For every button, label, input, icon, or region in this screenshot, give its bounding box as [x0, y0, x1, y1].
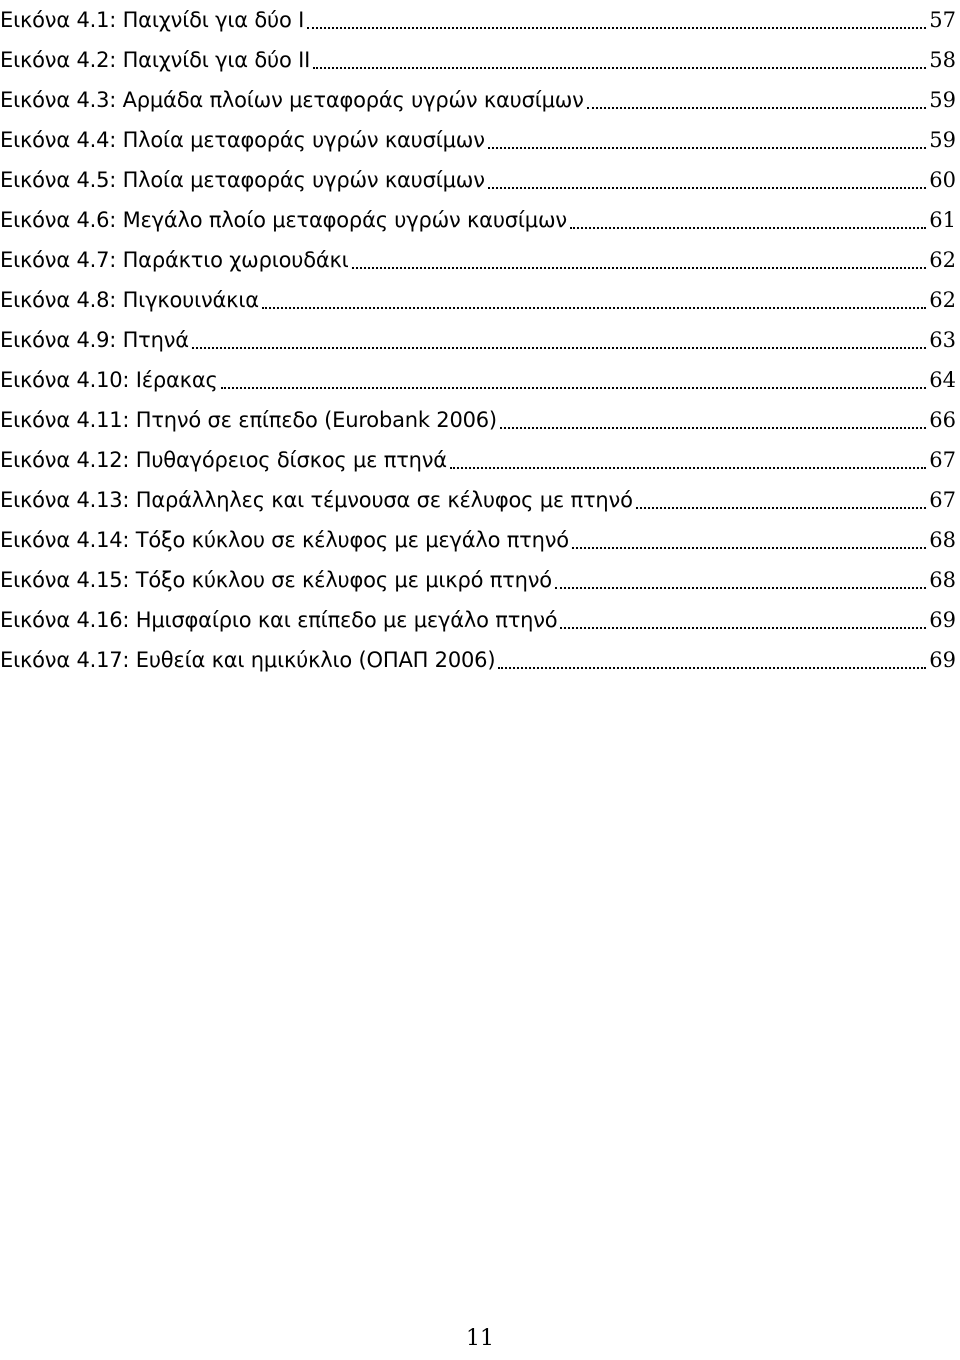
toc-entry [0, 480, 956, 520]
dot-leader [450, 467, 926, 469]
toc-entry [0, 40, 956, 80]
toc-entry [0, 320, 956, 360]
toc-entry-label: Εικόνα 4.14: Τόξο κύκλου σε κέλυφος με μεγάλο πτηνό [0, 528, 569, 552]
toc-entry-label: Εικόνα 4.12: Πυθαγόρειος δίσκος με πτηνά [0, 448, 447, 472]
toc-entry-page: 68 [929, 528, 956, 552]
toc-entry-label: Εικόνα 4.13: Παράλληλες και τέμνουσα σε κέλυφος με πτηνό [0, 488, 633, 512]
toc-entry-page: 66 [929, 408, 956, 432]
dot-leader [636, 507, 927, 509]
dot-leader [570, 227, 926, 229]
dot-leader [488, 147, 927, 149]
toc-entry-label: Εικόνα 4.8: Πιγκουινάκια [0, 288, 259, 312]
dot-leader [192, 347, 926, 349]
dot-leader [560, 627, 926, 629]
toc-entry-page: 59 [929, 88, 956, 112]
page-number: 11 [466, 1326, 494, 1351]
toc-entry-label: Εικόνα 4.16: Ημισφαίριο και επίπεδο με μεγάλο πτηνό [0, 608, 558, 632]
toc-entry [0, 280, 956, 320]
toc-entry [0, 400, 956, 440]
dot-leader [313, 67, 926, 69]
toc-entry [0, 520, 956, 560]
dot-leader [352, 267, 927, 269]
dot-leader [488, 187, 927, 189]
toc-entry-page: 68 [929, 568, 956, 592]
toc-entry [0, 80, 956, 120]
toc-entry [0, 440, 956, 480]
toc-entry [0, 120, 956, 160]
toc-entry-label: Εικόνα 4.9: Πτηνά [0, 328, 189, 352]
toc-entry [0, 560, 956, 600]
toc-entry [0, 0, 956, 40]
toc-entry-page: 61 [929, 208, 956, 232]
toc-entry-label: Εικόνα 4.4: Πλοία μεταφοράς υγρών καυσίμων [0, 128, 485, 152]
toc-entry-page: 69 [929, 608, 956, 632]
toc-entry-page: 64 [929, 368, 956, 392]
toc-entry-label: Εικόνα 4.11: Πτηνό σε επίπεδο (Eurobank 2006) [0, 408, 497, 432]
toc-entry [0, 600, 956, 640]
toc-entry-label: Εικόνα 4.10: Ιέρακας [0, 368, 218, 392]
toc-entry-page: 57 [929, 8, 956, 32]
toc-entry-page: 62 [929, 288, 956, 312]
dot-leader [500, 427, 926, 429]
dot-leader [262, 307, 926, 309]
toc-entry-label: Εικόνα 4.6: Μεγάλο πλοίο μεταφοράς υγρών καυσίμων [0, 208, 567, 232]
toc-entry [0, 360, 956, 400]
toc-entry-label: Εικόνα 4.17: Ευθεία και ημικύκλιο (ΟΠΑΠ 2006) [0, 648, 496, 672]
toc-entry [0, 200, 956, 240]
toc-entry-label: Εικόνα 4.15: Τόξο κύκλου σε κέλυφος με μικρό πτηνό [0, 568, 552, 592]
dot-leader [555, 587, 926, 589]
toc-entry-label: Εικόνα 4.1: Παιχνίδι για δύο Ι [0, 8, 305, 32]
toc-entry-label: Εικόνα 4.7: Παράκτιο χωριουδάκι [0, 248, 349, 272]
toc-entry [0, 160, 956, 200]
dot-leader [498, 667, 926, 669]
dot-leader [221, 387, 927, 389]
toc-entry [0, 240, 956, 280]
toc-entry-label: Εικόνα 4.2: Παιχνίδι για δύο ΙΙ [0, 48, 311, 72]
toc-entry-label: Εικόνα 4.5: Πλοία μεταφοράς υγρών καυσίμων [0, 168, 485, 192]
toc-entry-page: 67 [929, 448, 956, 472]
dot-leader [587, 107, 927, 109]
toc-entry [0, 640, 956, 680]
toc-entry-page: 58 [929, 48, 956, 72]
toc-entry-page: 59 [929, 128, 956, 152]
toc-entry-page: 62 [929, 248, 956, 272]
toc-entry-label: Εικόνα 4.3: Αρμάδα πλοίων μεταφοράς υγρών καυσίμων [0, 88, 584, 112]
dot-leader [307, 27, 926, 29]
dot-leader [572, 547, 926, 549]
toc-entry-page: 60 [929, 168, 956, 192]
toc-entry-page: 67 [929, 488, 956, 512]
toc-entry-page: 63 [929, 328, 956, 352]
toc-entry-page: 69 [929, 648, 956, 672]
